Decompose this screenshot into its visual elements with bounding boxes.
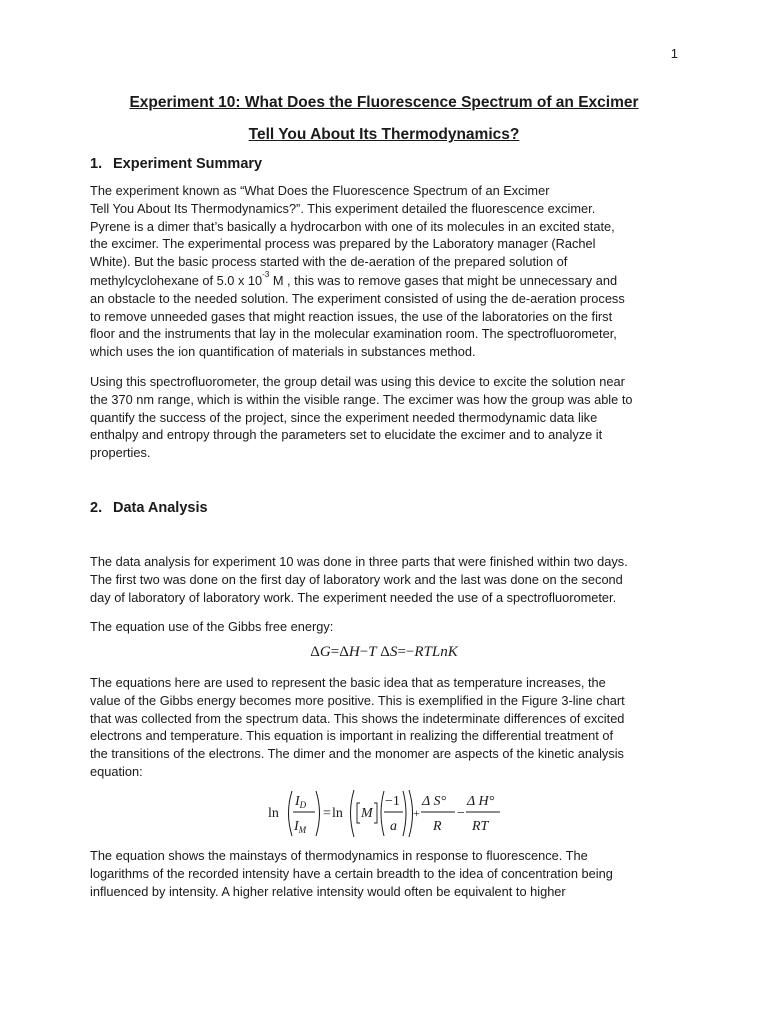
text-line: Pyrene is a dimer that’s basically a hydrocarbon with one of its molecules in an excited state, — [90, 218, 615, 234]
eq-paren-right-2 — [403, 791, 406, 836]
section-2-paragraph-3 — [90, 674, 682, 781]
kinetic-equation — [262, 786, 512, 840]
eq-ln: ln — [268, 806, 279, 821]
text-line: Tell You About Its Thermodynamics?”. This experiment detailed the fluorescence excimer. — [90, 200, 596, 216]
eq-r: R — [433, 819, 442, 834]
section-2-heading — [90, 500, 208, 516]
eq-i-m: $I_M$ — [294, 819, 307, 835]
section-1-heading — [90, 156, 262, 172]
eq-rhs: RTLnK — [414, 644, 458, 660]
eq-var-h: H — [348, 644, 360, 660]
eq-paren-left-2 — [381, 791, 384, 836]
eq-minus: − — [359, 644, 369, 660]
section-1-paragraph-2 — [90, 373, 682, 462]
eq-sign: =− — [397, 644, 415, 660]
delta-symbol: Δ — [380, 644, 390, 660]
text-line: logarithms of the recorded intensity have a certain breadth to the idea of concentration being — [90, 865, 613, 881]
text-line: quantify the success of the project, since the experiment needed thermodynamic data like — [90, 409, 598, 425]
eq-paren-left — [289, 791, 293, 836]
text-line: White). But the basic process started with the de-aeration of the prepared solution of — [90, 254, 568, 270]
eq-neg-one: −1 — [385, 794, 400, 809]
eq-equals: = — [323, 806, 331, 821]
text-line: value of the Gibbs energy becomes more positive. This is exemplified in the Figure 3-line chart — [90, 692, 625, 708]
section-1-title: Experiment Summary — [113, 156, 263, 172]
section-2-paragraph-1 — [90, 553, 682, 606]
text-fragment: M , this was to remove gases that might be unnecessary and — [269, 272, 618, 288]
section-1-paragraph-1 — [90, 182, 682, 361]
text-line: that was collected from the spectrum data. This shows the indeterminate differences of excited — [90, 710, 625, 726]
text-line: floor and the instruments that lay in the molecular examination room. The spectrofluorometer, — [90, 326, 617, 342]
eq-delta-s: Δ S° — [422, 794, 447, 809]
eq-bracket-left — [357, 803, 360, 823]
eq-plus: + — [413, 806, 420, 820]
page-number: 1 — [670, 46, 678, 61]
text-line: an obstacle to the needed solution. The experiment consisted of using the de-aeration process — [90, 290, 625, 306]
eq-paren-right — [316, 791, 320, 836]
eq-ln-2: ln — [332, 806, 343, 821]
section-2-number: 2. — [90, 500, 103, 516]
text-line: which uses the ion quantification of materials in substances method. — [90, 344, 476, 360]
text-line: The equation shows the mainstays of thermodynamics in response to fluorescence. The — [90, 848, 588, 863]
text-line: to remove unneeded gases that might reaction issues, the use of the laboratories on the first — [90, 308, 613, 324]
eq-big-paren-left — [351, 790, 355, 837]
eq-var-s: S — [389, 644, 398, 660]
text-line: day of laboratory of laboratory work. The experiment needed the use of a spectrofluorometer. — [90, 589, 617, 605]
eq-m: M — [361, 806, 373, 821]
text-line: the 370 nm range, which is within the visible range. The excimer was how the group was able to — [90, 391, 633, 407]
text-line: electrons and temperature. This equation is important in realizing the differential treatment of — [90, 728, 614, 744]
eq-delta-h: Δ H° — [467, 794, 495, 809]
section-2-paragraph-2 — [90, 618, 682, 636]
eq-bracket-right — [374, 803, 377, 823]
section-2-paragraph-4 — [90, 847, 682, 900]
eq-sign: = — [330, 644, 340, 660]
text-line: properties. — [90, 445, 151, 461]
section-1-number: 1. — [90, 156, 103, 172]
text-line: The experiment known as “What Does the Fluorescence Spectrum of an Excimer — [90, 183, 550, 198]
exponent: -3 — [262, 269, 270, 279]
eq-var-t: T — [368, 644, 377, 660]
eq-minus: − — [457, 806, 465, 821]
text-line: The first two was done on the first day of laboratory work and the last was done on the second — [90, 571, 623, 587]
text-line: Using this spectrofluorometer, the group detail was using this device to excite the solution near — [90, 374, 625, 389]
text-line: equation: — [90, 763, 143, 779]
text-line-concentration — [90, 269, 682, 290]
eq-var-g: G — [319, 644, 331, 660]
text-line: the transitions of the electrons. The dimer and the monomer are aspects of the kinetic analysis — [90, 746, 624, 762]
text-line: The equation use of the Gibbs free energy: — [90, 619, 334, 634]
eq-big-paren-right — [409, 790, 413, 837]
eq-i-d: $I_D$ — [295, 794, 307, 810]
text-line: the excimer. The experimental process was prepared by the Laboratory manager (Rachel — [90, 236, 596, 252]
eq-rt: RT — [472, 819, 489, 834]
delta-symbol: Δ — [310, 644, 320, 660]
text-fragment: methylcyclohexane of 5.0 x 10 — [90, 272, 263, 288]
document-title-line-1: Experiment 10: What Does the Fluorescence Spectrum of an Excimer — [129, 94, 639, 111]
text-line: enthalpy and entropy through the parameters set to elucidate the excimer and to analyze it — [90, 427, 603, 443]
delta-symbol: Δ — [339, 644, 349, 660]
gibbs-equation — [0, 644, 768, 661]
eq-a: a — [390, 819, 397, 834]
text-line: The data analysis for experiment 10 was done in three parts that were finished within two days. — [90, 554, 628, 569]
document-title-line-2: Tell You About Its Thermodynamics? — [248, 126, 520, 143]
text-line: The equations here are used to represent the basic idea that as temperature increases, the — [90, 675, 606, 690]
section-2-title: Data Analysis — [113, 500, 208, 516]
text-line: influenced by intensity. A higher relative intensity would often be equivalent to higher — [90, 883, 566, 899]
